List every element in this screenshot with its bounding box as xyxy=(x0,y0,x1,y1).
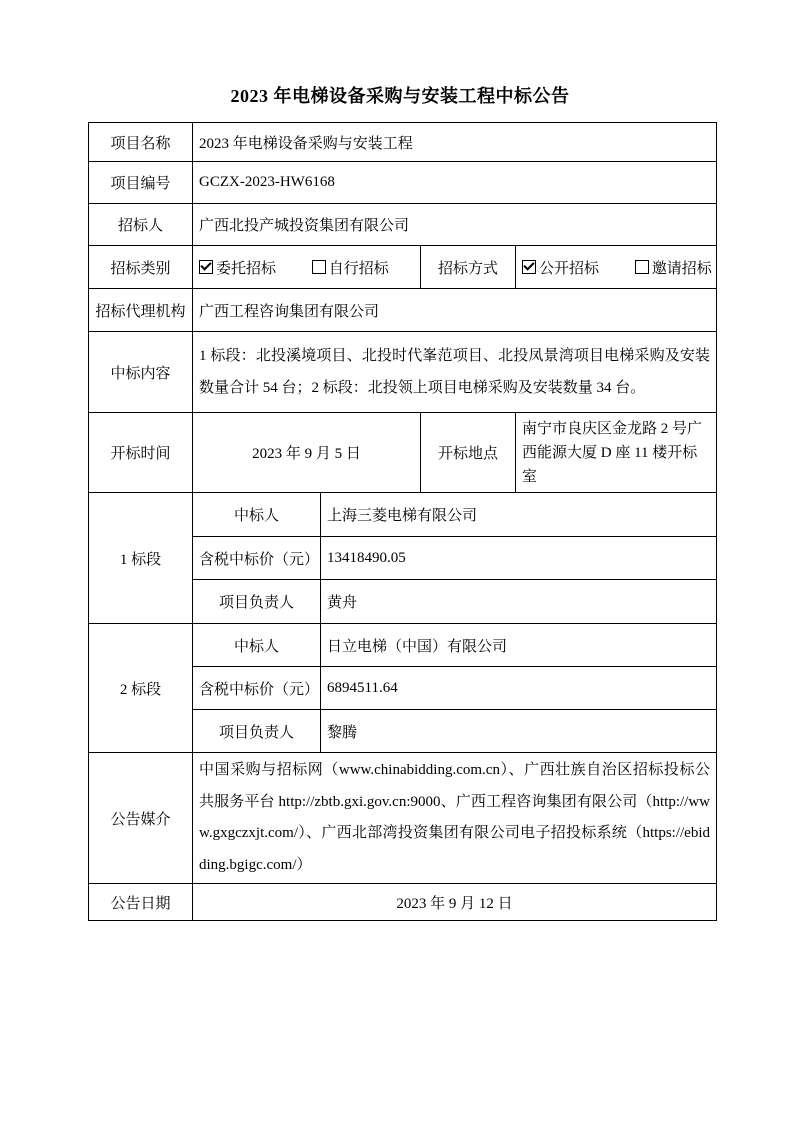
checked-checkbox-icon xyxy=(199,260,213,274)
option-open-tender xyxy=(522,257,599,278)
section2-price-label: 含税中标价（元） xyxy=(193,667,321,710)
bid-opening-time-label: 开标时间 xyxy=(89,413,193,493)
tender-method-label: 招标方式 xyxy=(421,246,516,289)
announcement-date-value: 2023 年 9 月 12 日 xyxy=(193,884,717,921)
option-label: 自行招标 xyxy=(328,260,389,277)
section2-winner-value: 日立电梯（中国）有限公司 xyxy=(321,624,717,667)
tenderer-value: 广西北投产城投资集团有限公司 xyxy=(193,204,717,246)
tender-category-options xyxy=(193,246,421,289)
announcement-media-label: 公告媒介 xyxy=(89,753,193,884)
row-bid-opening xyxy=(89,413,717,493)
row-tender-agency xyxy=(89,289,717,332)
option-label: 公开招标 xyxy=(539,260,600,277)
tenderer-label: 招标人 xyxy=(89,204,193,246)
row-tender-category xyxy=(89,246,717,289)
row-announcement-date xyxy=(89,884,717,921)
tender-agency-value: 广西工程咨询集团有限公司 xyxy=(193,289,717,332)
option-label: 委托招标 xyxy=(216,260,277,277)
option-entrusted-tender xyxy=(199,257,276,278)
bid-opening-place-value: 南宁市良庆区金龙路 2 号广西能源大厦 D 座 11 楼开标室 xyxy=(516,413,717,493)
section1-price-value: 13418490.05 xyxy=(321,537,717,580)
option-label: 邀请招标 xyxy=(651,260,712,277)
award-content-label: 中标内容 xyxy=(89,332,193,413)
section2-winner-label: 中标人 xyxy=(193,624,321,667)
announcement-date-label: 公告日期 xyxy=(89,884,193,921)
section2-manager-label: 项目负责人 xyxy=(193,710,321,753)
row-tenderer xyxy=(89,204,717,246)
row-project-number xyxy=(89,162,717,204)
section2-manager-value: 黎腾 xyxy=(321,710,717,753)
bid-opening-place-label: 开标地点 xyxy=(421,413,516,493)
tender-agency-label: 招标代理机构 xyxy=(89,289,193,332)
option-self-tender xyxy=(312,257,389,278)
unchecked-checkbox-icon xyxy=(635,260,649,274)
tender-category-label: 招标类别 xyxy=(89,246,193,289)
project-name-value: 2023 年电梯设备采购与安装工程 xyxy=(193,123,717,162)
row-project-name xyxy=(89,123,717,162)
announcement-media-value: 中国采购与招标网（www.chinabidding.com.cn）、广西壮族自治区招标投标公共服务平台 http://zbtb.gxi.gov.cn:9000、广西工程咨询集团有限公司（http://www.gxgczxjt.com/）、广西北部湾投资集团有限公司电子招投标系统（https://ebidding.bgigc.com/） xyxy=(193,753,717,884)
project-name-label: 项目名称 xyxy=(89,123,193,162)
section1-winner-label: 中标人 xyxy=(193,493,321,537)
award-content-value: 1 标段：北投溪境项目、北投时代峯范项目、北投凤景湾项目电梯采购及安装数量合计 54 台；2 标段：北投领上项目电梯采购及安装数量 34 台。 xyxy=(193,332,717,413)
row-section1-winner xyxy=(89,493,717,537)
bid-opening-time-value: 2023 年 9 月 5 日 xyxy=(193,413,421,493)
section2-price-value: 6894511.64 xyxy=(321,667,717,710)
project-number-value: GCZX-2023-HW6168 xyxy=(193,162,717,204)
section1-manager-value: 黄舟 xyxy=(321,580,717,624)
section1-winner-value: 上海三菱电梯有限公司 xyxy=(321,493,717,537)
project-number-label: 项目编号 xyxy=(89,162,193,204)
announcement-table xyxy=(88,122,717,921)
row-announcement-media xyxy=(89,753,717,884)
row-award-content xyxy=(89,332,717,413)
row-section2-winner xyxy=(89,624,717,667)
page-title: 2023 年电梯设备采购与安装工程中标公告 xyxy=(230,86,570,106)
section1-price-label: 含税中标价（元） xyxy=(193,537,321,580)
section2-label: 2 标段 xyxy=(89,624,193,753)
section1-manager-label: 项目负责人 xyxy=(193,580,321,624)
checked-checkbox-icon xyxy=(522,260,536,274)
section1-label: 1 标段 xyxy=(89,493,193,624)
tender-method-options xyxy=(516,246,717,289)
unchecked-checkbox-icon xyxy=(312,260,326,274)
option-invited-tender xyxy=(635,257,712,278)
